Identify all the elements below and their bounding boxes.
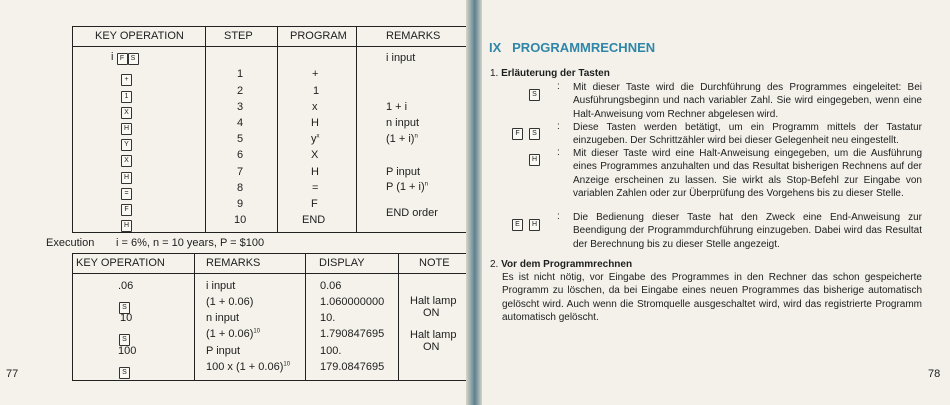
h-key-icon: H	[529, 148, 540, 166]
first-key-row: i F S	[111, 51, 139, 65]
remark-cell: i input	[386, 52, 416, 64]
colon: :	[557, 81, 560, 92]
key-value: 10	[120, 312, 133, 324]
program-cell: =	[312, 182, 319, 194]
h-key-icon: H	[121, 117, 132, 135]
display-cell: 10.	[320, 312, 336, 324]
col-header-remarks: REMARKS	[386, 30, 441, 42]
x-key-icon: X	[121, 101, 132, 119]
step-cell: 4	[237, 117, 244, 129]
subsection-2-heading: 2. Vor dem Programmrechnen	[490, 259, 633, 270]
program-cell: 1	[313, 85, 320, 97]
remark-cell: $(1 + i)^n$	[386, 133, 418, 145]
one-key-icon: 1	[121, 85, 132, 103]
paragraph-end-key: Die Bedienung dieser Taste hat den Zweck eine End-Anweisung zur Beendigung der Programmdurchführung einzugeben. Dabei wird das Resultat der Berechnung bis zu dieser Stelle angezeigt.	[573, 212, 922, 250]
step-cell: 6	[237, 149, 244, 161]
x-key-icon: X	[121, 149, 132, 167]
step-cell: 3	[237, 101, 244, 113]
step-cell: 7	[237, 166, 244, 178]
page-number-left: 77	[6, 368, 19, 380]
book-gutter	[466, 0, 482, 405]
h-key-icon: H	[121, 214, 132, 232]
paragraph-program-keys: Diese Tasten werden betätigt, um ein Programm mittels der Tastatur einzugeben. Der Schrittzähler wird bei dieser Gelegenheit neu eingestellt.	[573, 122, 922, 147]
display-cell: 179.0847695	[320, 361, 385, 373]
program-cell-y: $y^x$	[311, 133, 320, 145]
execution-label: Execution	[46, 237, 95, 249]
paragraph-start-key: Mit dieser Taste wird die Durchführung des Programmes eingeleitet: Bei Ausführungsbeginn und nach variabler Zahl. Sie wird eingegeben, wenn eine Halt-Anweisung vom Rechner abgelesen wird.	[573, 82, 922, 120]
display-cell: 0.06	[320, 280, 342, 292]
h-key-icon: H	[529, 213, 540, 231]
step-cell: 1	[237, 68, 244, 80]
remark-cell: P input	[386, 166, 421, 178]
note-cell: Halt lamp	[410, 329, 457, 341]
remark-cell: n input	[206, 312, 240, 324]
col-header-key-operation: KEY OPERATION	[95, 30, 184, 42]
program-cell: +	[312, 68, 319, 80]
program-cell: H	[311, 166, 319, 178]
page-number-right: 78	[928, 368, 941, 380]
remark-cell: P input	[206, 345, 241, 357]
remark-cell: i input	[206, 280, 236, 292]
note-cell: Halt lamp	[410, 295, 457, 307]
paragraph-before-programming: Es ist nicht nötig, vor Eingabe des Programmes in den Rechner das schon gespeicherte Programm zu löschen, da bei Eingabe eines neuen Programmes das bisherige automatisch gelöscht wird. Auch wenn die Stromquelle ausgeschaltet wird, wird das registrierte Programm automatisch gelöscht.	[502, 272, 922, 324]
s-key-icon: S	[529, 83, 540, 101]
e-key-icon: E	[512, 213, 523, 231]
note-cell: ON	[423, 307, 440, 319]
remark-cell: n input	[386, 117, 420, 129]
step-cell: 10	[234, 214, 247, 226]
remark-cell: 100 x $(1 + 0.06)^{10}$	[206, 361, 291, 373]
key-value: .06	[118, 280, 134, 292]
s-key-icon: S	[119, 296, 130, 314]
display-cell: 100.	[320, 345, 342, 357]
col-header-display: DISPLAY	[319, 257, 365, 269]
s-key-icon: S	[119, 361, 130, 379]
colon: :	[557, 211, 560, 222]
note-cell: ON	[423, 341, 440, 353]
plus-key-icon: +	[121, 68, 132, 86]
program-cell: H	[311, 117, 319, 129]
display-cell: 1.790847695	[320, 328, 385, 340]
col-header-note: NOTE	[419, 257, 450, 269]
step-cell: 5	[237, 133, 244, 145]
s-key-icon: S	[128, 53, 139, 65]
subsection-1-heading: 1. Erläuterung der Tasten	[490, 68, 610, 79]
f-key-icon: F	[117, 53, 128, 65]
execution-params: i = 6%, n = 10 years, P = $100	[116, 237, 265, 249]
colon: :	[557, 121, 560, 132]
f-key-icon: F	[121, 198, 132, 216]
remark-cell: P $(1 + i)^n$	[386, 181, 428, 193]
section-heading: IX PROGRAMMRECHNEN	[489, 40, 656, 55]
right-page	[482, 0, 950, 405]
step-cell: 2	[237, 85, 244, 97]
f-key-icon: F	[512, 122, 523, 140]
y-key-icon: Y	[121, 133, 132, 151]
program-cell: x	[312, 101, 318, 113]
col-header-program: PROGRAM	[290, 30, 347, 42]
paragraph-halt-key: Mit dieser Taste wird eine Halt-Anweisung eingegeben, um die Ausführung eines Programmes anzuhalten und das Resultat bisherigen Rechnens auf der Anzeige erscheinen zu lassen. Sie wirkt als Stop-Befehl zur Eingabe von variablen Zahlen oder zur Überprüfung des Vorgehens bis zu dieser Stelle.	[573, 148, 922, 200]
colon: :	[557, 147, 560, 158]
display-cell: 1.060000000	[320, 296, 385, 308]
remark-cell: 1 + i	[386, 101, 408, 113]
step-cell: 8	[237, 182, 244, 194]
s-key-icon: S	[119, 328, 130, 346]
program-cell: X	[311, 149, 319, 161]
eq-key-icon: =	[121, 182, 132, 200]
key-value: 100	[118, 345, 137, 357]
program-cell: END	[302, 214, 326, 226]
h-key-icon: H	[121, 166, 132, 184]
program-cell: F	[311, 198, 318, 210]
s-key-icon: S	[529, 122, 540, 140]
col-header-step: STEP	[224, 30, 253, 42]
col-header-remarks: REMARKS	[206, 257, 261, 269]
remark-cell: END order	[386, 207, 438, 219]
step-cell: 9	[237, 198, 244, 210]
col-header-key-operation: KEY OPERATION	[76, 257, 165, 269]
remark-cell: (1 + 0.06)	[206, 296, 254, 308]
remark-cell: $(1 + 0.06)^{10}$	[206, 328, 261, 340]
